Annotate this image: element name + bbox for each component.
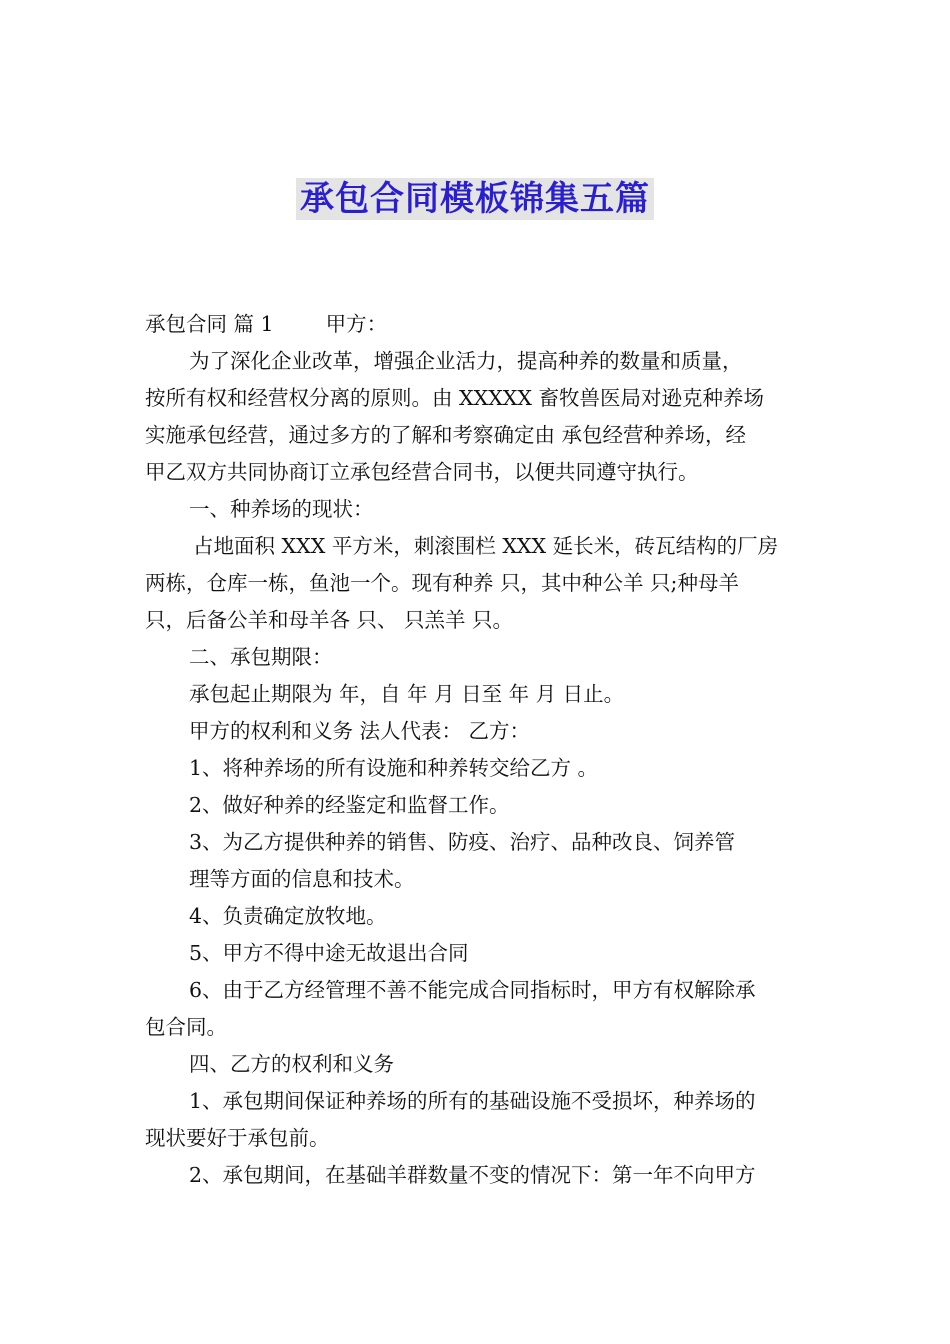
- document-body: [145, 306, 807, 1194]
- section-heading: 四、乙方的权利和义务: [189, 1052, 394, 1076]
- list-item-continuation: 现状要好于承包前。: [145, 1126, 330, 1150]
- paragraph-line: 甲乙双方共同协商订立承包经营合同书，以便共同遵守执行。: [145, 460, 699, 484]
- list-item-continuation: 包合同。: [145, 1015, 227, 1039]
- list-item: 6、由于乙方经管理不善不能完成合同指标时，甲方有权解除承: [189, 978, 756, 1002]
- paragraph-line: 占地面积 XXX 平方米，刺滚围栏 XXX 延长米，砖瓦结构的厂房: [193, 534, 779, 558]
- section-heading: 甲方的权利和义务 法人代表： 乙方：: [189, 719, 531, 743]
- list-item: 1、将种养场的所有设施和种养转交给乙方 。: [189, 756, 599, 780]
- list-item: 3、为乙方提供种养的销售、防疫、治疗、品种改良、饲养管: [189, 830, 736, 854]
- list-item: 1、承包期间保证种养场的所有的基础设施不受损坏，种养场的: [189, 1089, 756, 1113]
- list-item-continuation: 理等方面的信息和技术。: [189, 867, 415, 891]
- list-item: 5、甲方不得中途无故退出合同: [189, 941, 469, 965]
- section-heading: 二、承包期限：: [189, 645, 333, 669]
- contract-number: 承包合同 篇 1: [145, 312, 274, 336]
- paragraph-line: 两栋，仓库一栋，鱼池一个。现有种养 只，其中种公羊 只;种母羊: [145, 571, 739, 595]
- list-item: 2、承包期间，在基础羊群数量不变的情况下：第一年不向甲方: [189, 1163, 756, 1187]
- list-item: 4、负责确定放牧地。: [189, 904, 387, 928]
- paragraph-line: 只，后备公羊和母羊各 只、 只羔羊 只。: [145, 608, 514, 632]
- paragraph-line: 按所有权和经营权分离的原则。由 XXXXX 畜牧兽医局对逊克种养场: [145, 386, 765, 410]
- title-container: [0, 178, 950, 220]
- paragraph-line: 为了深化企业改革，增强企业活力，提高种养的数量和质量，: [189, 349, 743, 373]
- document-title: 承包合同模板锦集五篇: [296, 178, 654, 220]
- party-a-label: 甲方：: [325, 312, 388, 336]
- section-heading: 一、种养场的现状：: [189, 497, 374, 521]
- list-item: 2、做好种养的经鉴定和监督工作。: [189, 793, 510, 817]
- paragraph-line: 实施承包经营，通过多方的了解和考察确定由 承包经营种养场，经: [145, 423, 747, 447]
- paragraph-line: 承包起止期限为 年，自 年 月 日至 年 月 日止。: [189, 682, 625, 706]
- contract-heading: [145, 306, 807, 343]
